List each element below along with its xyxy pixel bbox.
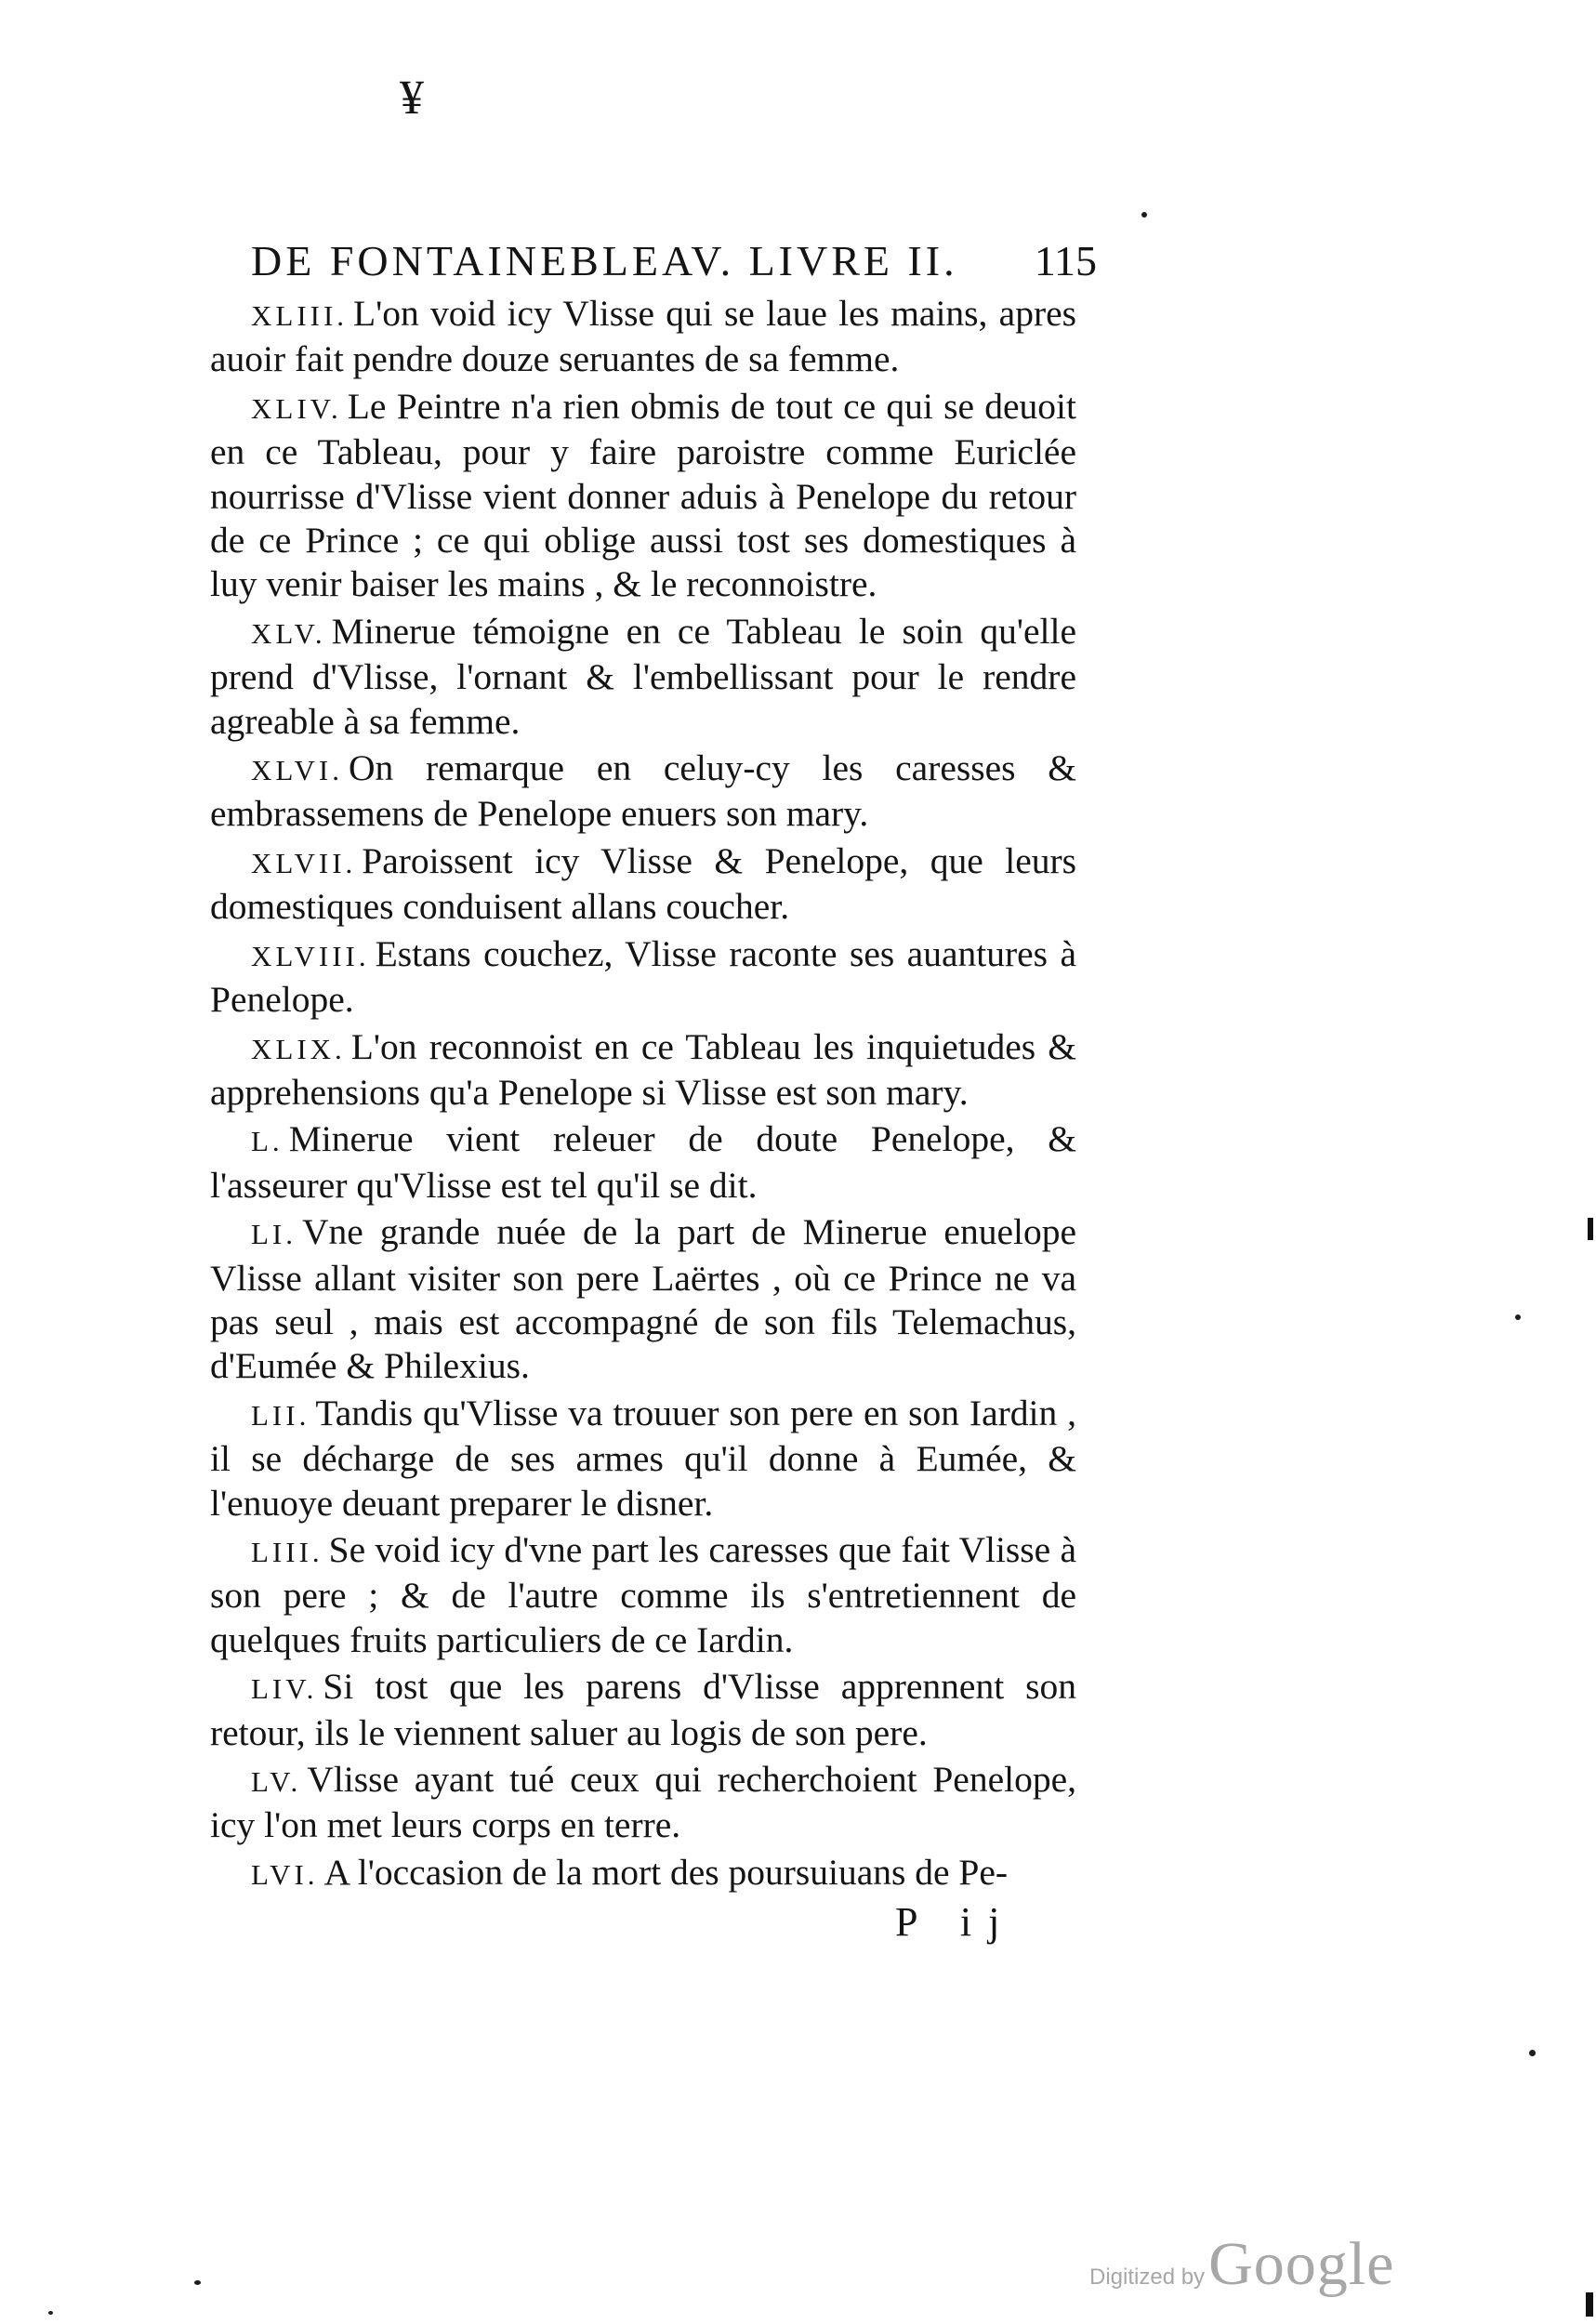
- top-ink-mark: ¥: [400, 72, 424, 125]
- paragraph-l: [210, 1117, 1076, 1208]
- paragraph-xlv: [210, 610, 1076, 744]
- edge-scan-mark: [1588, 1218, 1593, 1240]
- running-head-title: DE FONTAINEBLEAV. LIVRE II.: [251, 237, 958, 284]
- paragraph-text: On remarque en celuy-cy les caresses & embrassemens de Penelope enuers son mary.: [210, 747, 1076, 835]
- paragraph-numeral: LIII.: [251, 1535, 323, 1568]
- paragraph-numeral: L.: [251, 1125, 284, 1158]
- paragraph-numeral: XLV.: [251, 616, 326, 650]
- ink-speck: [1529, 2050, 1536, 2056]
- paragraph-text: Minerue vient releuer de doute Penelope, & l'asseurer qu'Vlisse est tel qu'il se dit.: [210, 1118, 1076, 1206]
- paragraph-lvi: [210, 1851, 1076, 1896]
- paragraph-lv: [210, 1758, 1076, 1848]
- ink-speck: [1515, 1314, 1521, 1320]
- paragraph-xlvii: [210, 839, 1076, 930]
- paragraph-numeral: LI.: [251, 1218, 297, 1251]
- paragraph-xliv: [210, 385, 1076, 607]
- page-number: 115: [1034, 237, 1097, 284]
- paragraph-text: Se void icy d'vne part les caresses que fait Vlisse à son pere ; & de l'autre comme ils s'entretiennent de quelques fruits particuliers de ce Iardin.: [210, 1528, 1076, 1660]
- paragraph-numeral: LV.: [251, 1765, 302, 1798]
- running-head: [251, 237, 1097, 284]
- paragraph-liii: [210, 1528, 1076, 1662]
- paragraph-numeral: XLIII.: [251, 299, 349, 332]
- paragraph-xlvi: [210, 746, 1076, 837]
- paragraph-text: A l'occasion de la mort des poursuiuans de Pe-: [323, 1851, 1009, 1893]
- digitized-by-google-watermark: [1089, 2229, 1424, 2304]
- paragraph-numeral: LVI.: [251, 1857, 319, 1891]
- paragraph-text: Paroissent icy Vlisse & Penelope, que leurs domestiques conduisent allans coucher.: [210, 839, 1076, 928]
- google-logo: Google: [1208, 2230, 1395, 2298]
- text-block: [210, 292, 1076, 1899]
- paragraph-text: Vlisse ayant tué ceux qui recherchoient Penelope, icy l'on met leurs corps en terre.: [210, 1759, 1076, 1846]
- paragraph-li: [210, 1210, 1076, 1389]
- edge-scan-mark: [1586, 2292, 1593, 2317]
- paragraph-numeral: XLVII.: [251, 846, 357, 879]
- paragraph-numeral: XLVI.: [251, 754, 343, 787]
- ink-speck: [194, 2280, 201, 2285]
- paragraph-text: Tandis qu'Vlisse va trouuer son pere en son Iardin , il se décharge de ses armes qu'il donne à Eumée, & l'enuoye deuant preparer le disner.: [210, 1392, 1076, 1524]
- paragraph-numeral: XLIX.: [251, 1032, 346, 1065]
- paragraph-xlix: [210, 1025, 1076, 1116]
- paragraph-numeral: XLVIII.: [251, 939, 370, 972]
- paragraph-xliii: [210, 292, 1076, 382]
- signature-mark: P ij: [895, 1899, 1017, 1945]
- paragraph-text: Estans couchez, Vlisse raconte ses auantures à Penelope.: [210, 932, 1076, 1021]
- paragraph-numeral: LII.: [251, 1398, 310, 1432]
- paragraph-text: Minerue témoigne en ce Tableau le soin qu'elle prend d'Vlisse, l'ornant & l'embellissant pour le rendre agreable à sa femme.: [210, 610, 1076, 742]
- paragraph-lii: [210, 1392, 1076, 1525]
- ink-speck: [1141, 212, 1147, 218]
- ink-speck: [48, 2311, 53, 2315]
- paragraph-numeral: XLIV.: [251, 391, 342, 425]
- paragraph-text: L'on reconnoist en ce Tableau les inquietudes & apprehensions qu'a Penelope si Vlisse est son mary.: [210, 1025, 1076, 1113]
- paragraph-numeral: LIV.: [251, 1672, 318, 1706]
- paragraph-text: Le Peintre n'a rien obmis de tout ce qui se deuoit en ce Tableau, pour y faire paroistre comme Euriclée nourrisse d'Vlisse vient donner aduis à Penelope du retour de ce Prince ; ce qui oblige aussi tost ses domestiques à luy venir baiser les mains , & le reconnoistre.: [210, 385, 1076, 605]
- paragraph-text: Vne grande nuée de la part de Minerue enuelope Vlisse allant visiter son pere Laërtes , où ce Prince ne va pas seul , mais est accompagné de son fils Telemachus, d'Eumée & Philexius.: [210, 1211, 1076, 1387]
- paragraph-text: L'on void icy Vlisse qui se laue les mains, apres auoir fait pendre douze seruantes de sa femme.: [210, 293, 1076, 380]
- paragraph-text: Si tost que les parens d'Vlisse apprennent son retour, ils le viennent saluer au logis de son pere.: [210, 1666, 1076, 1753]
- paragraph-liv: [210, 1665, 1076, 1755]
- paragraph-xlviii: [210, 932, 1076, 1023]
- watermark-prefix: Digitized by: [1089, 2265, 1206, 2290]
